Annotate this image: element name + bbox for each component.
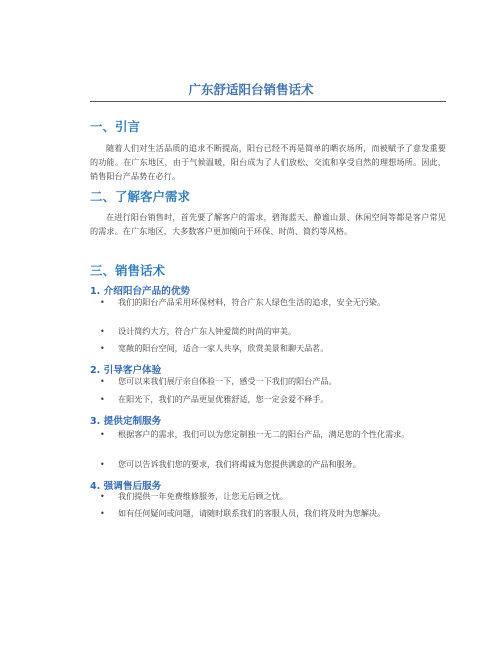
list-item: • 您可以来我们展厅亲自体验一下，感受一下我们的阳台产品。: [90, 374, 446, 389]
list-item: • 在阳光下，我们的产品更显优雅舒适，您一定会爱不释手。: [90, 392, 446, 407]
list-item: • 我们的阳台产品采用环保材料，符合广东人绿色生活的追求，安全无污染。: [90, 295, 446, 310]
list-item: • 我们提供一年免费维修服务，让您无后顾之忧。: [90, 489, 446, 504]
list-item: • 您可以告诉我们您的要求，我们将竭诚为您提供满意的产品和服务。: [90, 457, 446, 472]
bullet-icon: •: [100, 377, 105, 386]
section-paragraph-customer-needs: 在进行阳台销售时，首先要了解客户的需求，碧海蓝天、静谧山景、休闲空间等都是客户常见的需求。在广东地区，大多数客户更加倾向于环保、时尚、简约等风格。: [90, 212, 446, 236]
bullet-icon: •: [100, 492, 105, 501]
bullet-icon: •: [100, 298, 105, 307]
section-heading-customer-needs: 二、了解客户需求: [90, 189, 191, 204]
section-paragraph-introduction: 随着人们对生活品质的追求不断提高，阳台已经不再是简单的晒衣场所，而被赋予了意发重要的功能。在广东地区，由于气候温暖，阳台成为了人们放松、交流和享受自然的理想场所。因此，销售阳台产品势在必行。: [90, 143, 446, 181]
document-title: 广东舒适阳台销售话术: [188, 82, 314, 97]
bullet-icon: •: [100, 460, 105, 469]
subsection-heading-after-sales: 4. 强调售后服务: [90, 481, 162, 492]
bullet-icon: •: [100, 327, 105, 336]
list-item: • 设计简约大方，符合广东人钟爱简约时尚的审美。: [90, 324, 446, 339]
section-heading-sales-script: 三、销售话术: [90, 263, 166, 278]
section-heading-introduction: 一、引言: [90, 119, 141, 134]
bullet-icon: •: [100, 430, 105, 439]
bullet-icon: •: [100, 395, 105, 404]
list-item: • 宽敞的阳台空间，适合一家人共享，欣赏美景和聊天品茗。: [90, 341, 446, 356]
bullet-icon: •: [100, 509, 105, 518]
subsection-heading-advantages: 1. 介绍阳台产品的优势: [90, 286, 191, 297]
list-item: • 如有任何疑问或问题，请随时联系我们的客服人员，我们将及时为您解决。: [90, 506, 446, 521]
title-divider: [90, 101, 446, 102]
subsection-heading-experience: 2. 引导客户体验: [90, 365, 162, 376]
list-item: • 根据客户的需求，我们可以为您定制独一无二的阳台产品，满足您的个性化需求。: [90, 427, 446, 442]
subsection-heading-customization: 3. 提供定制服务: [90, 416, 162, 427]
bullet-icon: •: [100, 344, 105, 353]
